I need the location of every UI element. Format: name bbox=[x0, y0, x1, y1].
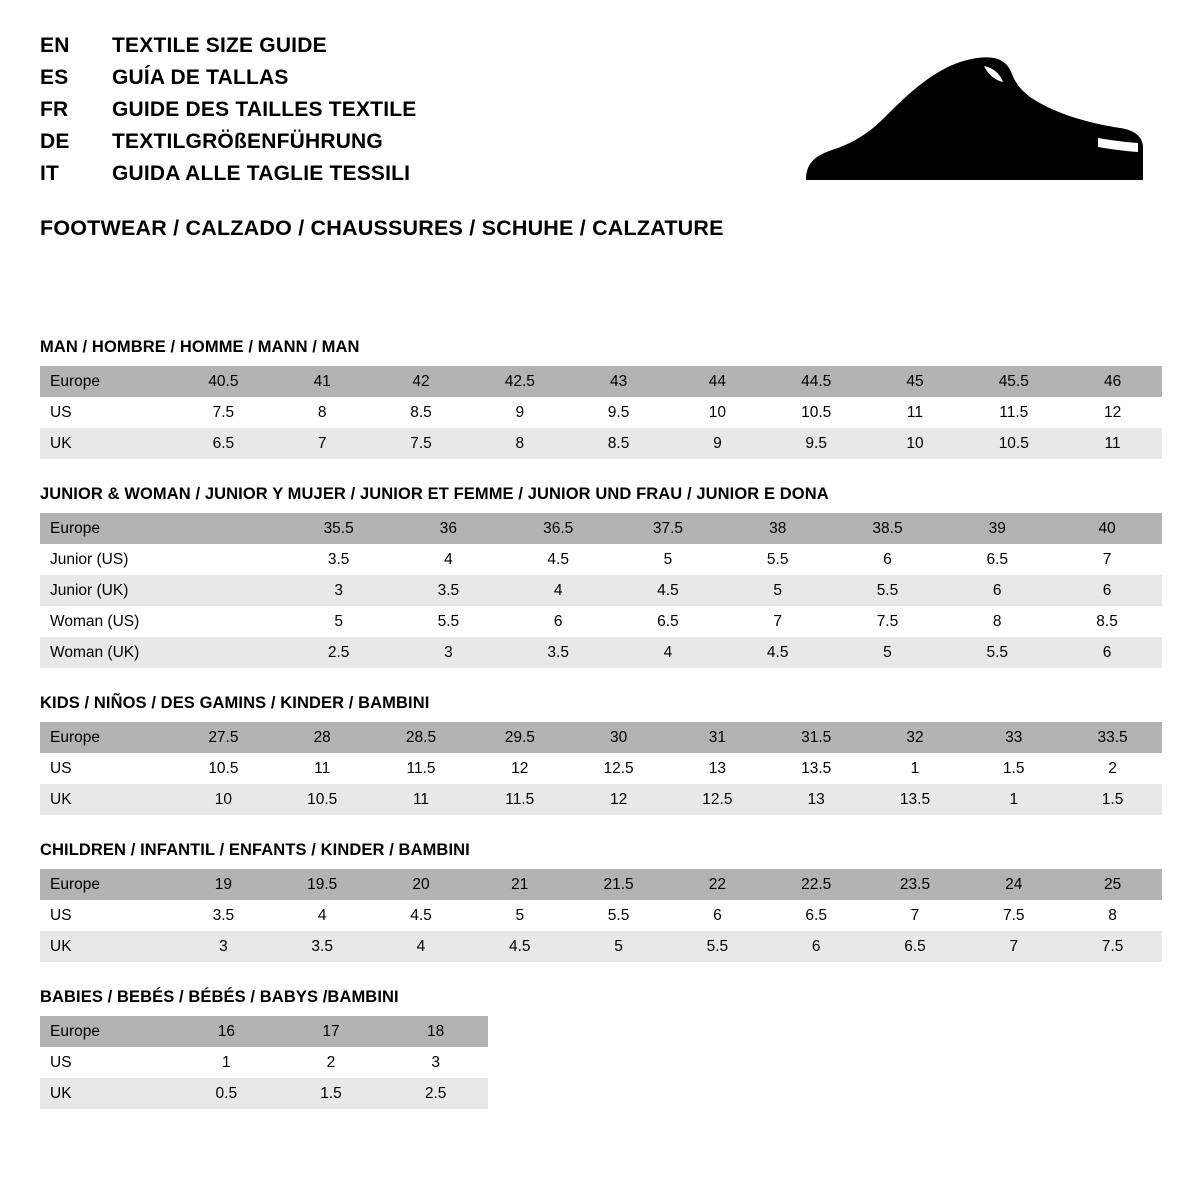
size-cell: 1 bbox=[174, 1047, 279, 1078]
size-cell: 31.5 bbox=[767, 722, 866, 753]
size-cell: 3.5 bbox=[273, 931, 372, 962]
size-cell: 5 bbox=[723, 575, 833, 606]
row-label: UK bbox=[40, 428, 174, 459]
size-cell: 1.5 bbox=[1063, 784, 1162, 815]
size-cell: 46 bbox=[1063, 366, 1162, 397]
size-cell: 7.5 bbox=[174, 397, 273, 428]
size-cell: 4 bbox=[613, 637, 723, 668]
size-cell: 29.5 bbox=[470, 722, 569, 753]
row-label: Junior (US) bbox=[40, 544, 174, 575]
size-cell: 4.5 bbox=[372, 900, 471, 931]
table-row bbox=[40, 575, 1162, 606]
size-cell: 11.5 bbox=[470, 784, 569, 815]
size-cell: 1.5 bbox=[279, 1078, 384, 1109]
size-cell: 36 bbox=[394, 513, 504, 544]
row-label: US bbox=[40, 753, 174, 784]
row-label: UK bbox=[40, 1078, 174, 1109]
size-cell: 7.5 bbox=[833, 606, 943, 637]
size-cell: 11 bbox=[1063, 428, 1162, 459]
size-cell: 20 bbox=[372, 869, 471, 900]
size-cell: 8.5 bbox=[372, 397, 471, 428]
size-cell: 31 bbox=[668, 722, 767, 753]
size-cell: 44 bbox=[668, 366, 767, 397]
table-row bbox=[40, 544, 1162, 575]
size-cell: 6.5 bbox=[174, 428, 273, 459]
size-cell bbox=[174, 637, 284, 668]
size-cell: 24 bbox=[964, 869, 1063, 900]
size-cell: 2 bbox=[279, 1047, 384, 1078]
language-code: DE bbox=[40, 129, 70, 153]
size-cell: 4 bbox=[394, 544, 504, 575]
size-cell: 8 bbox=[470, 428, 569, 459]
table-row bbox=[40, 637, 1162, 668]
size-cell: 5 bbox=[470, 900, 569, 931]
size-cell: 39 bbox=[942, 513, 1052, 544]
row-label: US bbox=[40, 900, 174, 931]
size-cell: 5.5 bbox=[942, 637, 1052, 668]
size-cell: 4 bbox=[273, 900, 372, 931]
size-section bbox=[40, 485, 1162, 668]
size-cell: 22.5 bbox=[767, 869, 866, 900]
size-cell: 9.5 bbox=[569, 397, 668, 428]
size-cell: 10.5 bbox=[767, 397, 866, 428]
size-cell: 42.5 bbox=[470, 366, 569, 397]
table-row bbox=[40, 900, 1162, 931]
size-cell: 4 bbox=[372, 931, 471, 962]
dress-shoe-icon bbox=[798, 52, 1148, 192]
size-table bbox=[40, 869, 1162, 962]
size-cell: 13 bbox=[668, 753, 767, 784]
size-cell: 5.5 bbox=[394, 606, 504, 637]
size-cell: 38.5 bbox=[833, 513, 943, 544]
size-cell: 5 bbox=[833, 637, 943, 668]
size-table bbox=[40, 366, 1162, 459]
size-cell bbox=[174, 544, 284, 575]
size-cell: 4.5 bbox=[613, 575, 723, 606]
size-cell: 10 bbox=[668, 397, 767, 428]
size-cell: 6 bbox=[942, 575, 1052, 606]
size-cell: 21 bbox=[470, 869, 569, 900]
size-cell: 13.5 bbox=[866, 784, 965, 815]
size-cell: 2 bbox=[1063, 753, 1162, 784]
size-section-title: JUNIOR & WOMAN / JUNIOR Y MUJER / JUNIOR ET FEMME / JUNIOR UND FRAU / JUNIOR E DONA bbox=[40, 485, 829, 503]
size-cell: 1 bbox=[964, 784, 1063, 815]
size-cell: 28.5 bbox=[372, 722, 471, 753]
size-section-title: BABIES / BEBÉS / BÉBÉS / BABYS /BAMBINI bbox=[40, 988, 399, 1006]
size-cell: 8.5 bbox=[569, 428, 668, 459]
size-cell: 5 bbox=[569, 931, 668, 962]
size-cell: 8 bbox=[942, 606, 1052, 637]
size-section bbox=[40, 988, 1162, 1109]
language-text: TEXTILGRÖßENFÜHRUNG bbox=[112, 129, 383, 153]
row-label: Junior (UK) bbox=[40, 575, 174, 606]
size-cell: 3.5 bbox=[174, 900, 273, 931]
size-cell: 7.5 bbox=[1063, 931, 1162, 962]
size-cell: 45.5 bbox=[964, 366, 1063, 397]
row-label: Europe bbox=[40, 1016, 174, 1047]
language-code: IT bbox=[40, 161, 60, 185]
size-cell: 12.5 bbox=[569, 753, 668, 784]
size-cell: 35.5 bbox=[284, 513, 394, 544]
table-header-row bbox=[40, 722, 1162, 753]
size-cell: 3 bbox=[394, 637, 504, 668]
size-cell bbox=[174, 575, 284, 606]
table-row bbox=[40, 784, 1162, 815]
size-cell: 7 bbox=[723, 606, 833, 637]
table-row bbox=[40, 606, 1162, 637]
size-cell: 4 bbox=[503, 575, 613, 606]
size-cell: 23.5 bbox=[866, 869, 965, 900]
size-cell: 3.5 bbox=[503, 637, 613, 668]
header bbox=[40, 30, 760, 241]
size-cell: 40.5 bbox=[174, 366, 273, 397]
table-header-row bbox=[40, 1016, 488, 1047]
size-cell: 7 bbox=[866, 900, 965, 931]
size-cell: 11 bbox=[866, 397, 965, 428]
table-header-row bbox=[40, 513, 1162, 544]
row-label: Woman (UK) bbox=[40, 637, 174, 668]
row-label: Woman (US) bbox=[40, 606, 174, 637]
size-cell: 5 bbox=[284, 606, 394, 637]
size-cell: 2.5 bbox=[284, 637, 394, 668]
language-text: GUIDA ALLE TAGLIE TESSILI bbox=[112, 161, 411, 185]
size-cell: 3 bbox=[174, 931, 273, 962]
size-cell: 1.5 bbox=[964, 753, 1063, 784]
language-text: TEXTILE SIZE GUIDE bbox=[112, 34, 327, 57]
size-cell: 11.5 bbox=[964, 397, 1063, 428]
size-cell: 10.5 bbox=[174, 753, 273, 784]
size-cell: 0.5 bbox=[174, 1078, 279, 1109]
size-cell: 6 bbox=[668, 900, 767, 931]
size-cell bbox=[174, 606, 284, 637]
size-cell: 3 bbox=[284, 575, 394, 606]
size-cell: 11 bbox=[372, 784, 471, 815]
size-cell: 6.5 bbox=[767, 900, 866, 931]
size-cell: 8 bbox=[273, 397, 372, 428]
size-cell: 44.5 bbox=[767, 366, 866, 397]
size-cell: 41 bbox=[273, 366, 372, 397]
size-cell: 19.5 bbox=[273, 869, 372, 900]
size-cell: 7.5 bbox=[372, 428, 471, 459]
size-cell: 33.5 bbox=[1063, 722, 1162, 753]
size-cell: 4.5 bbox=[470, 931, 569, 962]
size-cell: 40 bbox=[1052, 513, 1162, 544]
language-row bbox=[40, 62, 760, 94]
size-cell: 6 bbox=[1052, 637, 1162, 668]
size-cell: 3.5 bbox=[394, 575, 504, 606]
size-cell: 33 bbox=[964, 722, 1063, 753]
language-list bbox=[40, 30, 760, 190]
size-cell: 5.5 bbox=[723, 544, 833, 575]
size-cell: 21.5 bbox=[569, 869, 668, 900]
size-cell bbox=[174, 513, 284, 544]
size-cell: 13 bbox=[767, 784, 866, 815]
size-section-title: MAN / HOMBRE / HOMME / MANN / MAN bbox=[40, 338, 360, 356]
size-cell: 5.5 bbox=[833, 575, 943, 606]
size-table bbox=[40, 722, 1162, 815]
size-cell: 38 bbox=[723, 513, 833, 544]
category-title: FOOTWEAR / CALZADO / CHAUSSURES / SCHUHE / CALZATURE bbox=[40, 215, 724, 240]
size-cell: 7 bbox=[1052, 544, 1162, 575]
language-code: EN bbox=[40, 34, 70, 57]
size-cell: 10 bbox=[174, 784, 273, 815]
size-cell: 36.5 bbox=[503, 513, 613, 544]
size-section-title: CHILDREN / INFANTIL / ENFANTS / KINDER / BAMBINI bbox=[40, 841, 470, 859]
size-cell: 5.5 bbox=[668, 931, 767, 962]
size-cell: 12 bbox=[569, 784, 668, 815]
size-cell: 9 bbox=[668, 428, 767, 459]
table-row bbox=[40, 1078, 488, 1109]
row-label: Europe bbox=[40, 869, 174, 900]
size-cell: 1 bbox=[866, 753, 965, 784]
size-cell: 6 bbox=[833, 544, 943, 575]
size-cell: 27.5 bbox=[174, 722, 273, 753]
table-row bbox=[40, 397, 1162, 428]
language-text: GUIDE DES TAILLES TEXTILE bbox=[112, 97, 417, 121]
size-cell: 6 bbox=[767, 931, 866, 962]
row-label: Europe bbox=[40, 366, 174, 397]
size-cell: 17 bbox=[279, 1016, 384, 1047]
size-cell: 3 bbox=[383, 1047, 488, 1078]
size-cell: 9 bbox=[470, 397, 569, 428]
size-cell: 2.5 bbox=[383, 1078, 488, 1109]
size-cell: 6 bbox=[503, 606, 613, 637]
row-label: Europe bbox=[40, 513, 174, 544]
language-text: GUÍA DE TALLAS bbox=[112, 65, 289, 89]
row-label: UK bbox=[40, 784, 174, 815]
row-label: US bbox=[40, 397, 174, 428]
size-cell: 28 bbox=[273, 722, 372, 753]
table-row bbox=[40, 931, 1162, 962]
size-cell: 16 bbox=[174, 1016, 279, 1047]
table-row bbox=[40, 1047, 488, 1078]
size-cell: 10 bbox=[866, 428, 965, 459]
size-cell: 5.5 bbox=[569, 900, 668, 931]
language-row bbox=[40, 126, 760, 158]
size-cell: 4.5 bbox=[503, 544, 613, 575]
size-cell: 8 bbox=[1063, 900, 1162, 931]
size-section bbox=[40, 841, 1162, 962]
size-cell: 11 bbox=[273, 753, 372, 784]
size-cell: 10.5 bbox=[273, 784, 372, 815]
language-row bbox=[40, 30, 760, 62]
size-cell: 9.5 bbox=[767, 428, 866, 459]
size-section bbox=[40, 694, 1162, 815]
size-cell: 37.5 bbox=[613, 513, 723, 544]
row-label: US bbox=[40, 1047, 174, 1078]
size-cell: 12.5 bbox=[668, 784, 767, 815]
size-section bbox=[40, 338, 1162, 459]
language-code: ES bbox=[40, 65, 69, 89]
size-cell: 42 bbox=[372, 366, 471, 397]
size-cell: 30 bbox=[569, 722, 668, 753]
size-cell: 11.5 bbox=[372, 753, 471, 784]
table-header-row bbox=[40, 869, 1162, 900]
language-code: FR bbox=[40, 97, 69, 121]
size-cell: 12 bbox=[1063, 397, 1162, 428]
size-cell: 19 bbox=[174, 869, 273, 900]
table-row bbox=[40, 428, 1162, 459]
row-label: Europe bbox=[40, 722, 174, 753]
size-cell: 4.5 bbox=[723, 637, 833, 668]
size-tables bbox=[40, 338, 1162, 1135]
size-cell: 22 bbox=[668, 869, 767, 900]
size-cell: 5 bbox=[613, 544, 723, 575]
size-cell: 12 bbox=[470, 753, 569, 784]
size-cell: 8.5 bbox=[1052, 606, 1162, 637]
table-row bbox=[40, 753, 1162, 784]
size-cell: 18 bbox=[383, 1016, 488, 1047]
size-cell: 25 bbox=[1063, 869, 1162, 900]
size-cell: 6.5 bbox=[613, 606, 723, 637]
size-cell: 7.5 bbox=[964, 900, 1063, 931]
size-cell: 32 bbox=[866, 722, 965, 753]
row-label: UK bbox=[40, 931, 174, 962]
size-section-title: KIDS / NIÑOS / DES GAMINS / KINDER / BAMBINI bbox=[40, 694, 430, 712]
table-header-row bbox=[40, 366, 1162, 397]
size-cell: 10.5 bbox=[964, 428, 1063, 459]
size-cell: 6.5 bbox=[866, 931, 965, 962]
size-cell: 43 bbox=[569, 366, 668, 397]
language-row bbox=[40, 158, 760, 190]
language-row bbox=[40, 94, 760, 126]
size-cell: 7 bbox=[273, 428, 372, 459]
size-cell: 3.5 bbox=[284, 544, 394, 575]
size-cell: 13.5 bbox=[767, 753, 866, 784]
size-cell: 6.5 bbox=[942, 544, 1052, 575]
size-table bbox=[40, 513, 1162, 668]
size-cell: 45 bbox=[866, 366, 965, 397]
size-table bbox=[40, 1016, 488, 1109]
size-cell: 7 bbox=[964, 931, 1063, 962]
size-cell: 6 bbox=[1052, 575, 1162, 606]
